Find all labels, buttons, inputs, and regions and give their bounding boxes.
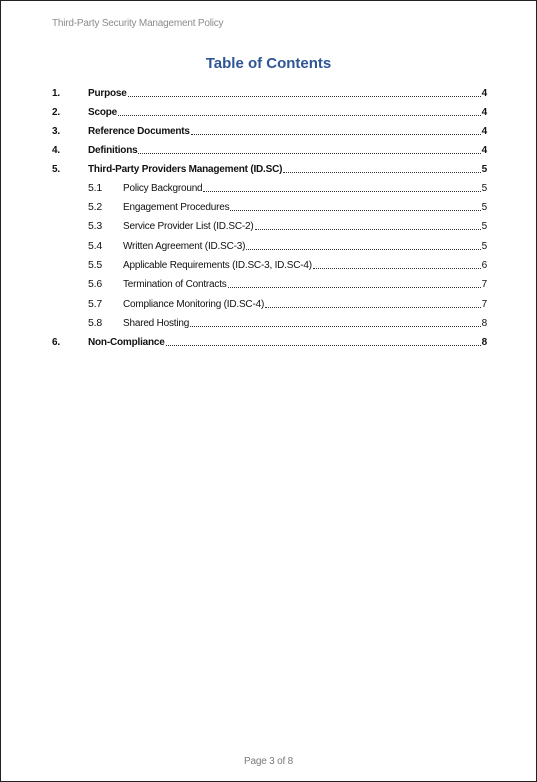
toc-dot-leader bbox=[118, 114, 481, 116]
toc-entry[interactable] bbox=[1, 332, 536, 351]
toc-entry-text: Purpose bbox=[88, 88, 127, 99]
toc-dot-leader bbox=[166, 344, 481, 346]
toc-dot-leader bbox=[255, 228, 481, 230]
toc-entry-number: 1. bbox=[52, 88, 60, 99]
toc-entry-number: 5.6 bbox=[88, 278, 102, 290]
toc-subentry[interactable] bbox=[1, 197, 536, 216]
toc-entry-page: 5 bbox=[481, 183, 487, 194]
toc-entry-number: 5.3 bbox=[88, 220, 102, 232]
toc-entry-page: 7 bbox=[481, 299, 487, 310]
toc-entry[interactable] bbox=[1, 83, 536, 102]
toc-dot-leader bbox=[138, 152, 480, 154]
toc-entry-text: Non-Compliance bbox=[88, 337, 165, 348]
toc-entry-number: 5. bbox=[52, 164, 60, 175]
toc-entry-page: 5 bbox=[481, 164, 487, 175]
toc-entry-page: 7 bbox=[481, 279, 487, 290]
toc-entry[interactable] bbox=[1, 121, 536, 140]
toc-dot-leader bbox=[203, 190, 480, 192]
toc-dot-leader bbox=[190, 325, 480, 327]
toc-subentry[interactable] bbox=[1, 313, 536, 332]
toc-entry-page: 5 bbox=[481, 202, 487, 213]
toc-dot-leader bbox=[283, 171, 480, 173]
toc-entry-number: 4. bbox=[52, 145, 60, 156]
toc-entry-number: 6. bbox=[52, 337, 60, 348]
toc-dot-leader bbox=[246, 248, 480, 250]
toc-subentry[interactable] bbox=[1, 255, 536, 274]
toc-dot-leader bbox=[230, 209, 480, 211]
toc-entry-text: Termination of Contracts bbox=[123, 279, 227, 290]
toc-entry-page: 8 bbox=[481, 318, 487, 329]
toc-entry-number: 2. bbox=[52, 107, 60, 118]
toc-entry-text: Compliance Monitoring (ID.SC-4) bbox=[123, 299, 265, 310]
page-footer: Page 3 of 8 bbox=[244, 756, 293, 767]
toc-entry-text: Applicable Requirements (ID.SC-3, ID.SC-4) bbox=[123, 260, 312, 271]
toc-entry-number: 5.5 bbox=[88, 259, 102, 271]
toc-dot-leader bbox=[128, 95, 481, 97]
toc-dot-leader bbox=[265, 306, 481, 308]
toc-subentry[interactable] bbox=[1, 274, 536, 293]
toc-dot-leader bbox=[228, 286, 481, 288]
toc-entry-page: 4 bbox=[481, 107, 487, 118]
toc-entry-text: Definitions bbox=[88, 145, 138, 156]
toc-subentry[interactable] bbox=[1, 216, 536, 235]
toc-entry-page: 8 bbox=[481, 337, 487, 348]
toc-entry-text: Third-Party Providers Management (ID.SC) bbox=[88, 164, 283, 175]
toc-entry-text: Scope bbox=[88, 107, 118, 118]
toc-entry-page: 4 bbox=[481, 88, 487, 99]
toc-subentry[interactable] bbox=[1, 236, 536, 255]
toc-entry-page: 4 bbox=[481, 145, 487, 156]
toc-entry-text: Engagement Procedures bbox=[123, 202, 230, 213]
toc-title: Table of Contents bbox=[205, 55, 332, 72]
toc-entry-page: 4 bbox=[481, 126, 487, 137]
toc-entry-number: 5.2 bbox=[88, 201, 102, 213]
page-header: Third-Party Security Management Policy bbox=[52, 18, 224, 29]
toc-entry-number: 5.4 bbox=[88, 240, 102, 252]
toc-entry-text: Reference Documents bbox=[88, 126, 190, 137]
toc-dot-leader bbox=[191, 133, 481, 135]
toc-entry-text: Written Agreement (ID.SC-3) bbox=[123, 241, 246, 252]
toc-entry-text: Service Provider List (ID.SC-2) bbox=[123, 221, 254, 232]
toc-entry-number: 5.8 bbox=[88, 317, 102, 329]
toc-subentry[interactable] bbox=[1, 178, 536, 197]
toc-entry[interactable] bbox=[1, 102, 536, 121]
toc-entry-number: 3. bbox=[52, 126, 60, 137]
toc-subentry[interactable] bbox=[1, 294, 536, 313]
toc-entry[interactable] bbox=[1, 159, 536, 178]
toc-entry-page: 6 bbox=[481, 260, 487, 271]
toc-entry-page: 5 bbox=[481, 241, 487, 252]
toc-dot-leader bbox=[313, 267, 481, 269]
toc-entry[interactable] bbox=[1, 140, 536, 159]
toc-entry-number: 5.7 bbox=[88, 298, 102, 310]
toc-entry-text: Policy Background bbox=[123, 183, 203, 194]
toc-entry-text: Shared Hosting bbox=[123, 318, 190, 329]
toc-entry-page: 5 bbox=[481, 221, 487, 232]
toc-entry-number: 5.1 bbox=[88, 182, 102, 194]
